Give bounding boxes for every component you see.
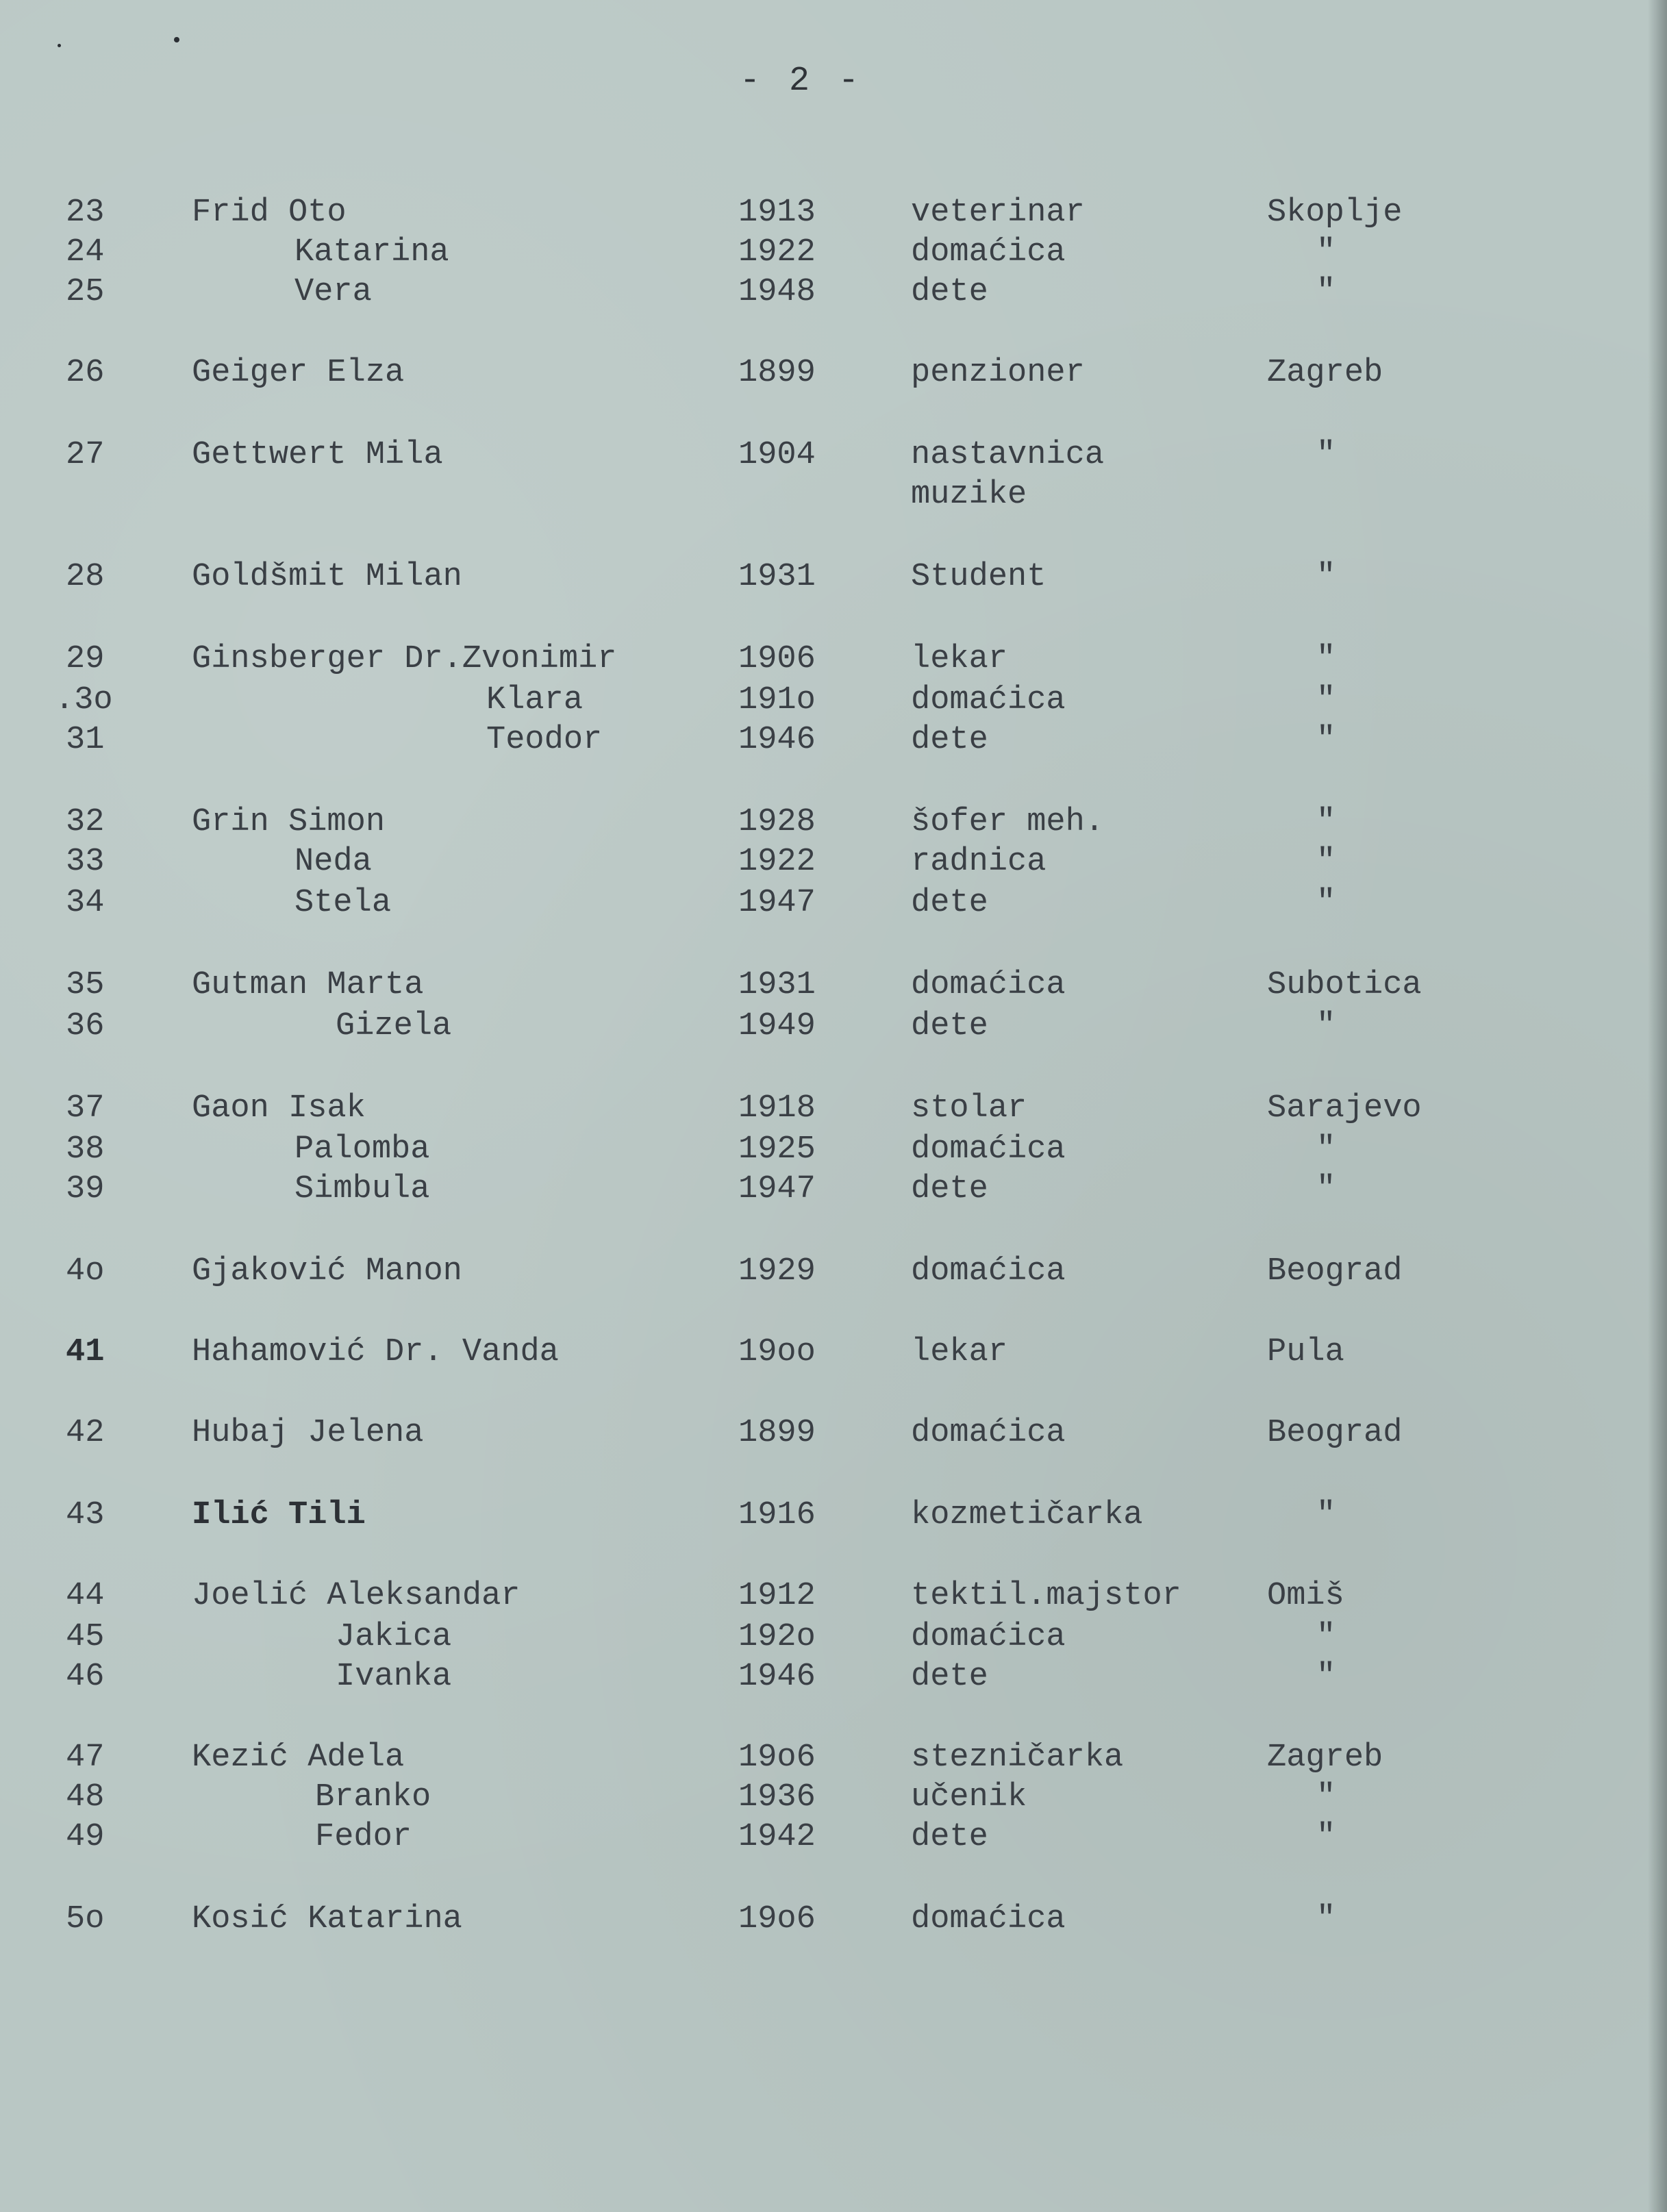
entry-year: 1916 (738, 1497, 816, 1533)
entry-occupation: stezničarka (911, 1739, 1124, 1776)
list-item (0, 193, 1667, 233)
entry-number: 29 (66, 641, 105, 677)
entry-name: Ilić Tili (192, 1497, 366, 1533)
entry-name: Ginsberger Dr.Zvonimir (192, 641, 617, 677)
entry-city: " (1316, 1659, 1336, 1695)
entry-year: 1904 (738, 437, 816, 473)
entry-number: .3o (55, 682, 113, 718)
entry-name: Jakica (336, 1619, 452, 1655)
entry-name: Branko (315, 1779, 431, 1815)
entry-city: " (1316, 1901, 1336, 1937)
entry-city: Beograd (1267, 1253, 1403, 1290)
list-item (0, 1170, 1667, 1209)
entry-year: 192o (738, 1619, 816, 1655)
entry-number: 49 (66, 1819, 105, 1855)
entry-number: 38 (66, 1131, 105, 1168)
entry-number: 26 (66, 355, 105, 391)
list-item (0, 557, 1667, 597)
list-item (0, 1007, 1667, 1046)
entry-city: Subotica (1267, 967, 1422, 1003)
entry-occupation: kozmetičarka (911, 1497, 1143, 1533)
entry-year: 1918 (738, 1090, 816, 1127)
entry-number: 41 (66, 1334, 105, 1370)
entry-year: 191o (738, 682, 816, 718)
entry-number: 37 (66, 1090, 105, 1127)
entry-year: 1946 (738, 722, 816, 758)
entry-occupation: Student (911, 559, 1046, 595)
entry-occupation: tektil.majstor (911, 1578, 1181, 1614)
list-item (0, 1738, 1667, 1778)
entry-city: " (1316, 804, 1336, 840)
entry-city: " (1316, 1619, 1336, 1655)
list-item (0, 1778, 1667, 1818)
entry-name: Gjaković Manon (192, 1253, 462, 1290)
entry-name: Ivanka (336, 1659, 452, 1695)
entry-name: Hubaj Jelena (192, 1415, 424, 1451)
entry-number: 32 (66, 804, 105, 840)
entry-year: 1936 (738, 1779, 816, 1815)
entry-name: Grin Simon (192, 804, 386, 840)
list-item (0, 1496, 1667, 1535)
entry-number: 24 (66, 234, 105, 271)
entry-city: " (1316, 1131, 1336, 1168)
entry-year: 1949 (738, 1008, 816, 1044)
list-item (0, 883, 1667, 923)
entry-city: " (1316, 1171, 1336, 1207)
entry-year: 1899 (738, 355, 816, 391)
entry-name: Geiger Elza (192, 355, 405, 391)
entry-occupation: domaćica (911, 682, 1066, 718)
page-number: - 2 - (740, 62, 864, 101)
entry-occupation: šofer meh. (911, 804, 1105, 840)
entry-occupation: dete (911, 1008, 988, 1044)
entry-number: 31 (66, 722, 105, 758)
entry-number: 44 (66, 1578, 105, 1614)
entry-name: Hahamović Dr. Vanda (192, 1334, 559, 1370)
entry-year: 1912 (738, 1578, 816, 1614)
entry-number: 34 (66, 885, 105, 921)
entry-name: Fedor (315, 1819, 412, 1855)
list-item (0, 1252, 1667, 1292)
entry-city: Pula (1267, 1334, 1344, 1370)
entry-city: Zagreb (1267, 1739, 1383, 1776)
entry-name: Vera (294, 274, 372, 310)
list-item (0, 436, 1667, 475)
list-item (0, 273, 1667, 312)
entry-number: 48 (66, 1779, 105, 1815)
entry-year: 1942 (738, 1819, 816, 1855)
list-item (0, 1576, 1667, 1616)
entry-city: Beograd (1267, 1415, 1403, 1451)
entry-year: 1925 (738, 1131, 816, 1168)
list-item (0, 681, 1667, 720)
entry-city: Zagreb (1267, 355, 1383, 391)
entry-year: 1948 (738, 274, 816, 310)
entry-city: " (1316, 722, 1336, 758)
entry-year: 1947 (738, 1171, 816, 1207)
entry-name: Gutman Marta (192, 967, 424, 1003)
list-item (0, 842, 1667, 882)
entry-city: Skoplje (1267, 194, 1403, 231)
entry-number: 39 (66, 1171, 105, 1207)
entry-name: Gizela (336, 1008, 452, 1044)
entry-city: Sarajevo (1267, 1090, 1422, 1127)
entry-number: 47 (66, 1739, 105, 1776)
entry-name: Neda (294, 844, 372, 880)
list-item (0, 1657, 1667, 1697)
entry-occupation: domaćica (911, 1253, 1066, 1290)
list-item (0, 353, 1667, 393)
entry-name: Simbula (294, 1171, 430, 1207)
entry-city: " (1316, 559, 1336, 595)
entry-occupation: učenik (911, 1779, 1027, 1815)
entry-city: " (1316, 234, 1336, 271)
entry-city: " (1316, 641, 1336, 677)
entry-number: 28 (66, 559, 105, 595)
list-item (0, 720, 1667, 760)
list-item (0, 1618, 1667, 1657)
entry-occupation: dete (911, 1819, 988, 1855)
entry-number: 46 (66, 1659, 105, 1695)
entry-number: 4o (66, 1253, 105, 1290)
entry-name: Kosić Katarina (192, 1901, 462, 1937)
entry-occupation: dete (911, 1171, 988, 1207)
entry-year: 1946 (738, 1659, 816, 1695)
entry-occupation: lekar (911, 641, 1008, 677)
entry-city: " (1316, 1819, 1336, 1855)
entry-occupation: domaćica (911, 967, 1066, 1003)
list-item (0, 1333, 1667, 1372)
list-item (0, 1413, 1667, 1453)
entry-city: " (1316, 1497, 1336, 1533)
entry-city: " (1316, 682, 1336, 718)
entry-occupation: radnica (911, 844, 1046, 880)
entry-occupation: dete (911, 1659, 988, 1695)
entry-occupation-line2: muzike (911, 477, 1027, 513)
entry-year: 1913 (738, 194, 816, 231)
list-item-continuation (0, 475, 1667, 515)
entry-city: " (1316, 1779, 1336, 1815)
entry-number: 23 (66, 194, 105, 231)
entry-occupation: stolar (911, 1090, 1027, 1127)
ink-speck (58, 44, 61, 47)
entry-city: " (1316, 844, 1336, 880)
ink-speck (174, 37, 179, 42)
entry-name: Kezić Adela (192, 1739, 405, 1776)
entry-number: 25 (66, 274, 105, 310)
entry-occupation: dete (911, 722, 988, 758)
entry-name: Goldšmit Milan (192, 559, 462, 595)
entry-number: 35 (66, 967, 105, 1003)
entry-name: Frid Oto (192, 194, 347, 231)
entry-year: 1922 (738, 844, 816, 880)
list-item (0, 1818, 1667, 1857)
entry-year: 19o6 (738, 1901, 816, 1937)
list-item (0, 233, 1667, 273)
entry-year: 1931 (738, 559, 816, 595)
entry-occupation: domaćica (911, 1901, 1066, 1937)
entry-occupation: domaćica (911, 1415, 1066, 1451)
entry-city: Omiš (1267, 1578, 1344, 1614)
entry-name: Klara (486, 682, 584, 718)
entry-name: Palomba (294, 1131, 430, 1168)
entry-number: 42 (66, 1415, 105, 1451)
entry-occupation: lekar (911, 1334, 1008, 1370)
entry-name: Teodor (486, 722, 603, 758)
list-item (0, 640, 1667, 679)
entry-year: 19oo (738, 1334, 816, 1370)
entry-year: 19o6 (738, 1739, 816, 1776)
list-item (0, 803, 1667, 842)
entry-occupation: domaćica (911, 1131, 1066, 1168)
entry-occupation: nastavnica (911, 437, 1105, 473)
entry-city: " (1316, 1008, 1336, 1044)
entry-number: 36 (66, 1008, 105, 1044)
entry-name: Gaon Isak (192, 1090, 366, 1127)
entry-city: " (1316, 885, 1336, 921)
entry-city: " (1316, 437, 1336, 473)
entry-year: 1899 (738, 1415, 816, 1451)
entry-year: 1922 (738, 234, 816, 271)
entry-occupation: dete (911, 274, 988, 310)
entry-name: Stela (294, 885, 392, 921)
entry-occupation: dete (911, 885, 988, 921)
list-item (0, 1089, 1667, 1129)
list-item (0, 1900, 1667, 1939)
entry-occupation: penzioner (911, 355, 1085, 391)
entry-name: Katarina (294, 234, 449, 271)
entry-name: Joelić Aleksandar (192, 1578, 521, 1614)
entry-number: 33 (66, 844, 105, 880)
entry-name: Gettwert Mila (192, 437, 443, 473)
entry-year: 1928 (738, 804, 816, 840)
entry-year: 1906 (738, 641, 816, 677)
entry-number: 45 (66, 1619, 105, 1655)
entry-year: 1947 (738, 885, 816, 921)
entry-city: " (1316, 274, 1336, 310)
entry-year: 1929 (738, 1253, 816, 1290)
entry-number: 5o (66, 1901, 105, 1937)
entry-occupation: domaćica (911, 1619, 1066, 1655)
list-item (0, 966, 1667, 1005)
entry-number: 27 (66, 437, 105, 473)
entry-number: 43 (66, 1497, 105, 1533)
entry-occupation: domaćica (911, 234, 1066, 271)
list-item (0, 1130, 1667, 1170)
entry-year: 1931 (738, 967, 816, 1003)
entry-occupation: veterinar (911, 194, 1085, 231)
